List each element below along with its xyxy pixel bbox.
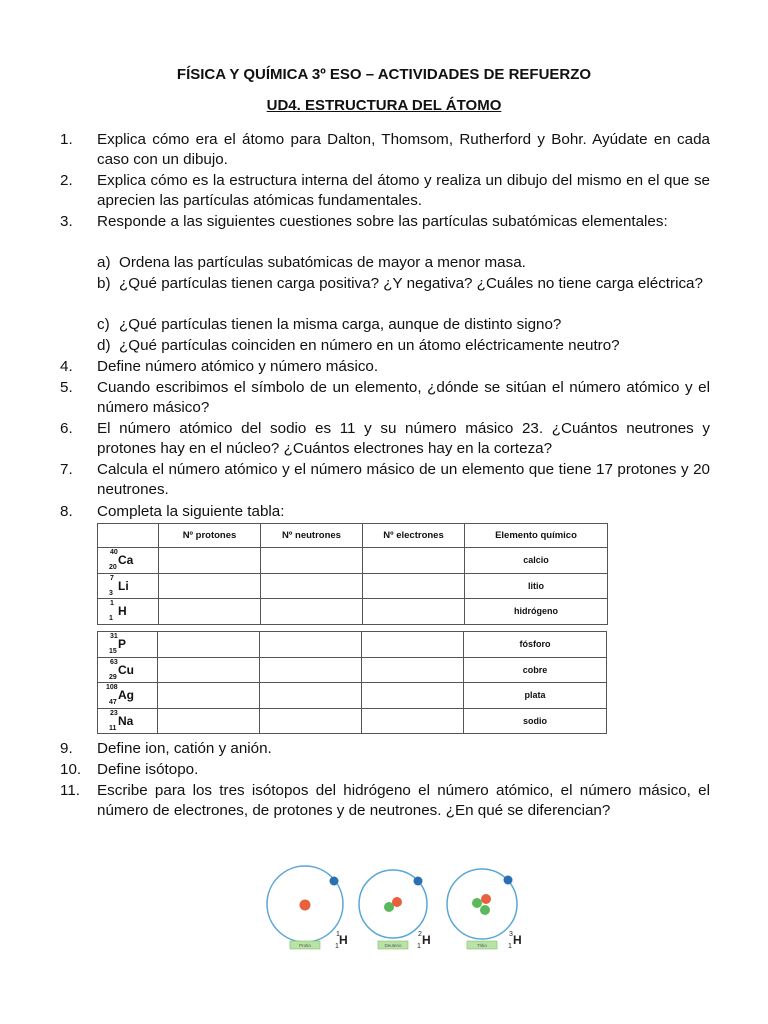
element-name: plata xyxy=(464,683,607,709)
electron-icon xyxy=(504,876,513,885)
answer-cell[interactable] xyxy=(261,548,363,574)
isotope-label: Deuterio xyxy=(384,943,402,948)
element-symbol: H xyxy=(339,933,348,947)
protium-atom xyxy=(267,866,348,950)
answer-cell[interactable] xyxy=(159,599,261,625)
question-number: 11. xyxy=(60,782,80,799)
answer-cell[interactable] xyxy=(260,632,362,658)
mass-number: 2 xyxy=(418,931,422,938)
table-header-row xyxy=(98,524,608,548)
question-number: 6. xyxy=(60,420,73,437)
neutron-icon xyxy=(472,898,482,908)
question-text: Calcula el número atómico y el número másico de un elemento que tiene 17 protones y 20 neutrones. xyxy=(97,461,710,499)
unit-title: UD4. ESTRUCTURA DEL ÁTOMO xyxy=(266,97,502,114)
question-text: Define número atómico y número másico. xyxy=(97,358,379,375)
answer-cell[interactable] xyxy=(261,599,363,625)
table-header: Nº neutrones xyxy=(261,524,363,548)
table-row xyxy=(98,548,608,574)
proton-icon xyxy=(392,897,402,907)
question-number: 7. xyxy=(60,461,73,478)
table-row xyxy=(98,657,607,683)
atomic-number: 1 xyxy=(335,943,339,950)
question-text: Explica cómo es la estructura interna del átomo y realiza un dibujo del mismo en el que se aprecien las partículas atómicas fundamentales. xyxy=(97,172,710,210)
neutron-icon xyxy=(480,905,490,915)
subquestion-a xyxy=(97,253,710,273)
subquestion-letter: a) xyxy=(97,254,111,271)
answer-cell[interactable] xyxy=(159,573,261,599)
answer-cell[interactable] xyxy=(260,657,362,683)
answer-cell[interactable] xyxy=(158,632,260,658)
table-row xyxy=(98,573,608,599)
electron-icon xyxy=(414,877,423,886)
question-text: Escribe para los tres isótopos del hidrógeno el número atómico, el número másico, el número de electrones, de protones y de neutrones. ¿En qué se diferencian? xyxy=(97,782,710,820)
question-text: Responde a las siguientes cuestiones sobre las partículas subatómicas elementales: xyxy=(97,213,668,230)
element-name: hidrógeno xyxy=(465,599,608,625)
proton-icon xyxy=(481,894,491,904)
question-2 xyxy=(60,171,710,212)
nuclide-symbol: 40 20 Ca xyxy=(98,548,159,574)
question-number: 9. xyxy=(60,740,73,757)
subquestion-letter: d) xyxy=(97,337,111,354)
element-symbol: H xyxy=(422,933,431,947)
question-text: Define isótopo. xyxy=(97,761,199,778)
subquestion-letter: c) xyxy=(97,316,110,333)
element-name: cobre xyxy=(464,657,607,683)
question-6 xyxy=(60,419,710,460)
question-3 xyxy=(60,212,710,232)
hydrogen-isotopes-diagram xyxy=(258,856,530,956)
question-number: 8. xyxy=(60,503,73,520)
table-row xyxy=(98,599,608,625)
table-row xyxy=(98,708,607,734)
subquestion-b xyxy=(97,274,710,294)
mass-number: 3 xyxy=(509,931,513,938)
table-row xyxy=(98,632,607,658)
table-header: Nº electrones xyxy=(363,524,465,548)
question-5 xyxy=(60,378,710,419)
electron-icon xyxy=(330,877,339,886)
answer-cell[interactable] xyxy=(362,708,464,734)
tritium-atom xyxy=(447,869,522,950)
table-header: Elemento químico xyxy=(465,524,608,548)
question-number: 5. xyxy=(60,379,73,396)
question-text: El número atómico del sodio es 11 y su número másico 23. ¿Cuántos neutrones y protones hay en el núcleo? ¿Cuántos electrones hay en la corteza? xyxy=(97,420,710,458)
answer-cell[interactable] xyxy=(260,708,362,734)
answer-cell[interactable] xyxy=(362,683,464,709)
table-row xyxy=(98,683,607,709)
deuterium-atom xyxy=(359,870,431,950)
subquestion-d xyxy=(97,336,710,356)
question-11 xyxy=(60,781,710,822)
answer-cell[interactable] xyxy=(159,548,261,574)
nuclide-symbol: 1 1 H xyxy=(98,599,159,625)
question-number: 10. xyxy=(60,761,82,778)
nuclide-symbol: 7 3 Li xyxy=(98,573,159,599)
nuclide-symbol: 63 29 Cu xyxy=(98,657,158,683)
nuclide-symbol: 108 47 Ag xyxy=(98,683,158,709)
element-name: sodio xyxy=(464,708,607,734)
question-7 xyxy=(60,460,710,501)
proton-icon xyxy=(300,900,311,911)
nuclide-symbol: 31 15 P xyxy=(98,632,158,658)
question-number: 1. xyxy=(60,131,73,148)
question-number: 3. xyxy=(60,213,73,230)
question-8 xyxy=(60,502,710,522)
atomic-number: 1 xyxy=(508,943,512,950)
answer-cell[interactable] xyxy=(158,708,260,734)
answer-cell[interactable] xyxy=(158,683,260,709)
element-name: fósforo xyxy=(464,632,607,658)
element-symbol: H xyxy=(513,933,522,947)
question-text: Define ion, catión y anión. xyxy=(97,740,272,757)
question-number: 4. xyxy=(60,358,73,375)
page-title: FÍSICA Y QUÍMICA 3º ESO – ACTIVIDADES DE REFUERZO xyxy=(176,66,592,83)
answer-cell[interactable] xyxy=(362,657,464,683)
subquestion-text: ¿Qué partículas tienen carga positiva? ¿Y negativa? ¿Cuáles no tiene carga eléctrica? xyxy=(119,275,703,292)
question-text: Cuando escribimos el símbolo de un elemento, ¿dónde se sitúan el número atómico y el número másico? xyxy=(97,379,710,417)
subquestion-c xyxy=(97,315,710,335)
table-header: Nº protones xyxy=(159,524,261,548)
answer-cell[interactable] xyxy=(261,573,363,599)
question-text: Explica cómo era el átomo para Dalton, Thomsom, Rutherford y Bohr. Ayúdate en cada caso con un dibujo. xyxy=(97,131,710,169)
particles-table-1 xyxy=(97,523,608,625)
answer-cell[interactable] xyxy=(362,632,464,658)
question-1 xyxy=(60,130,710,171)
answer-cell[interactable] xyxy=(363,548,465,574)
nuclide-symbol: 23 11 Na xyxy=(98,708,158,734)
atomic-number: 1 xyxy=(417,943,421,950)
question-10 xyxy=(60,760,710,780)
answer-cell[interactable] xyxy=(363,573,465,599)
subquestion-text: Ordena las partículas subatómicas de mayor a menor masa. xyxy=(119,254,526,271)
question-text: Completa la siguiente tabla: xyxy=(97,503,285,520)
answer-cell[interactable] xyxy=(363,599,465,625)
element-name: calcio xyxy=(465,548,608,574)
isotope-label: Protio xyxy=(299,943,311,948)
mass-number: 1 xyxy=(336,931,340,938)
subquestion-text: ¿Qué partículas tienen la misma carga, aunque de distinto signo? xyxy=(119,316,562,333)
question-number: 2. xyxy=(60,172,73,189)
question-9 xyxy=(60,739,710,759)
answer-cell[interactable] xyxy=(158,657,260,683)
question-4 xyxy=(60,357,710,377)
subquestion-letter: b) xyxy=(97,275,111,292)
subquestion-text: ¿Qué partículas coinciden en número en un átomo eléctricamente neutro? xyxy=(119,337,620,354)
table-header xyxy=(98,524,159,548)
isotope-label: Tritio xyxy=(477,943,487,948)
element-name: litio xyxy=(465,573,608,599)
particles-table-2 xyxy=(97,631,607,734)
answer-cell[interactable] xyxy=(260,683,362,709)
